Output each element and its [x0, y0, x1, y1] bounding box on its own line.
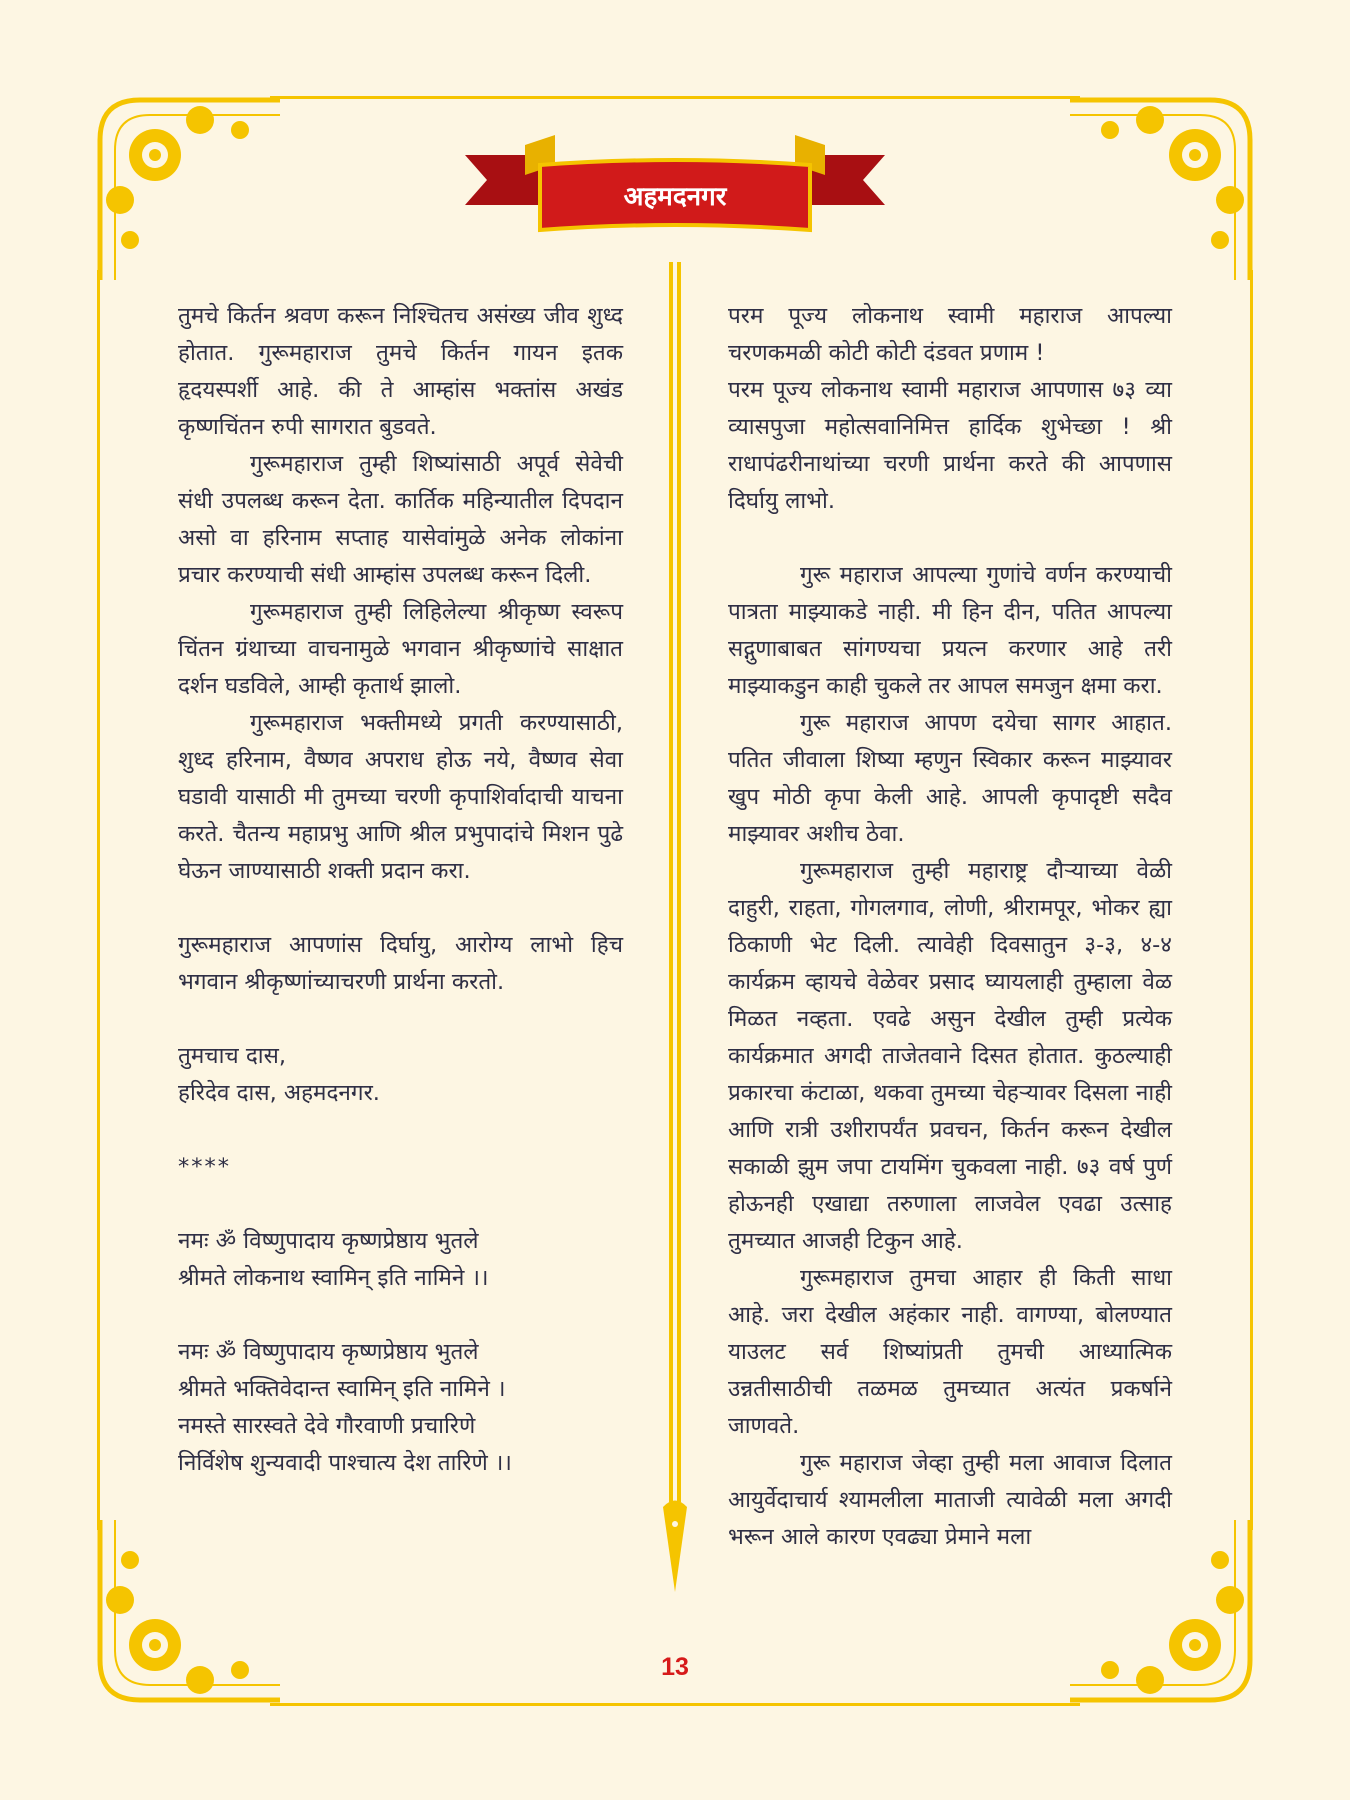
separator-stars: ****: [178, 1154, 231, 1180]
paragraph: गुरू महाराज आपण दयेचा सागर आहात. पतित जीवाला शिष्या म्हणुन स्विकार करून माझ्यावर खुप मोठी कृपा केली आहे. आपली कृपादृष्टी सदैव माझ्यावर अशीच ठेवा.: [728, 710, 1172, 847]
floral-corner-icon: [80, 1520, 280, 1720]
verse-line: नमस्ते सारस्वते देवे गौरवाणी प्रचारिणे: [178, 1413, 476, 1439]
paragraph: परम पूज्य लोकनाथ स्वामी महाराज आपल्या चरणकमळी कोटी कोटी दंडवत प्रणाम !: [728, 303, 1172, 366]
paragraph: गुरू महाराज आपल्या गुणांचे वर्णन करण्याची पात्रता माझ्याकडे नाही. मी हिन दीन, पतित आपल्या सद्गुणाबाबत सांगण्यचा प्रयत्न करणार आहे तरी माझ्याकडुन काही चुकले तर आपल समजुन क्षमा करा.: [728, 562, 1172, 699]
divider-pen-nib-icon: [660, 262, 690, 1592]
frame-top-line: [270, 96, 1080, 99]
paragraph: गुरूमहाराज तुम्ही शिष्यांसाठी अपूर्व सेवेची संधी उपलब्ध करून देता. कार्तिक महिन्यातील दिपदान असो वा हरिनाम सप्ताह यासेवांमुळे अनेक लोकांना प्रचार करण्याची संधी आम्हांस उपलब्ध करून दिली.: [178, 451, 623, 588]
verse-line: निर्विशेष शुन्यवादी पाश्चात्य देश तारिणे ।।: [178, 1450, 512, 1476]
page-number: 13: [661, 1653, 689, 1681]
paragraph: गुरूमहाराज तुम्ही महाराष्ट्र दौऱ्याच्या वेळी दाहुरी, राहता, गोगलगाव, लोणी, श्रीरामपूर, भोकर ह्या ठिकाणी भेट दिली. त्यावेही दिवसातुन ३-३, ४-४ कार्यक्रम व्हायचे वेळेवर प्रसाद घ्यायलाही तुम्हाला वेळ मिळत नव्हता. एवढे असुन देखील तुम्ही प्रत्येक कार्यक्रमात अगदी ताजेतवाने दिसत होतात. कुठल्याही प्रकारचा कंटाळा, थकवा तुमच्या चेहऱ्यावर दिसला नाही आणि रात्री उशीरापर्यंत प्रवचन, किर्तन करून देखील सकाळी झुम जपा टायमिंग चुकवला नाही. ७३ वर्ष पुर्ण होऊनही एखाद्या तरुणाला लाजवेल एवढा उत्साह तुमच्यात आजही टिकुन आहे.: [728, 858, 1172, 1254]
floral-corner-icon: [1070, 80, 1270, 280]
paragraph: गुरू महाराज जेव्हा तुम्ही मला आवाज दिलात आयुर्वेदाचार्य श्यामलीला माताजी त्यावेळी मला अगदी भरून आले कारण एवढ्या प्रेमाने मला: [728, 1450, 1172, 1550]
frame-bottom-line: [270, 1703, 1080, 1706]
signature-line: तुमचाच दास,: [178, 1043, 286, 1069]
left-column: [178, 298, 623, 1482]
paragraph: गुरूमहाराज आपणांस दिर्घायु, आरोग्य लाभो हिच भगवान श्रीकृष्णांच्याचरणी प्रार्थना करतो.: [178, 932, 623, 995]
signature-line: हरिदेव दास, अहमदनगर.: [178, 1080, 380, 1106]
floral-corner-icon: [80, 80, 280, 280]
paragraph: गुरूमहाराज भक्तीमध्ये प्रगती करण्यासाठी, शुध्द हरिनाम, वैष्णव अपराध होऊ नये, वैष्णव सेवा घडावी यासाठी मी तुमच्या चरणी कृपाशिर्वादाची याचना करते. चैतन्य महाप्रभु आणि श्रील प्रभुपादांचे मिशन पुढे घेऊन जाण्यासाठी शक्ती प्रदान करा.: [178, 710, 623, 884]
verse-line: नमः ॐ विष्णुपादाय कृष्णप्रेष्ठाय भुतले: [178, 1339, 479, 1365]
verse-line: श्रीमते लोकनाथ स्वामिन् इति नामिने ।।: [178, 1265, 489, 1291]
verse-line: नमः ॐ विष्णुपादाय कृष्णप्रेष्ठाय भुतले: [178, 1228, 479, 1254]
paragraph: गुरूमहाराज तुम्ही लिहिलेल्या श्रीकृष्ण स्वरूप चिंतन ग्रंथाच्या वाचनामुळे भगवान श्रीकृष्णांचे साक्षात दर्शन घडविले, आम्ही कृतार्थ झालो.: [178, 599, 623, 699]
frame-right-line: [1250, 270, 1253, 1530]
paragraph: गुरूमहाराज तुमचा आहार ही किती साधा आहे. जरा देखील अहंकार नाही. वागण्या, बोलण्यात याउलट सर्व शिष्यांप्रती तुमची आध्यात्मिक उन्नतीसाठीची तळमळ तुमच्यात अत्यंत प्रकर्षाने जाणवते.: [728, 1265, 1172, 1439]
right-column: [728, 298, 1172, 1556]
paragraph: तुमचे किर्तन श्रवण करून निश्चितच असंख्य जीव शुध्द होतात. गुरूमहाराज तुमचे किर्तन गायन इतक हृदयस्पर्शी आहे. की ते आम्हांस भक्तांस अखंड कृष्णचिंतन रुपी सागरात बुडवते.: [178, 303, 623, 440]
verse-line: श्रीमते भक्तिवेदान्त स्वामिन् इति नामिने ।: [178, 1376, 506, 1402]
banner-title: अहमदनगर: [623, 182, 727, 212]
frame-left-line: [97, 270, 100, 1530]
paragraph: परम पूज्य लोकनाथ स्वामी महाराज आपणास ७३ व्या व्यासपुजा महोत्सवानिमित्त हार्दिक शुभेच्छा ! श्री राधापंढरीनाथांच्या चरणी प्रार्थना करते की आपणास दिर्घायु लाभो.: [728, 377, 1172, 514]
